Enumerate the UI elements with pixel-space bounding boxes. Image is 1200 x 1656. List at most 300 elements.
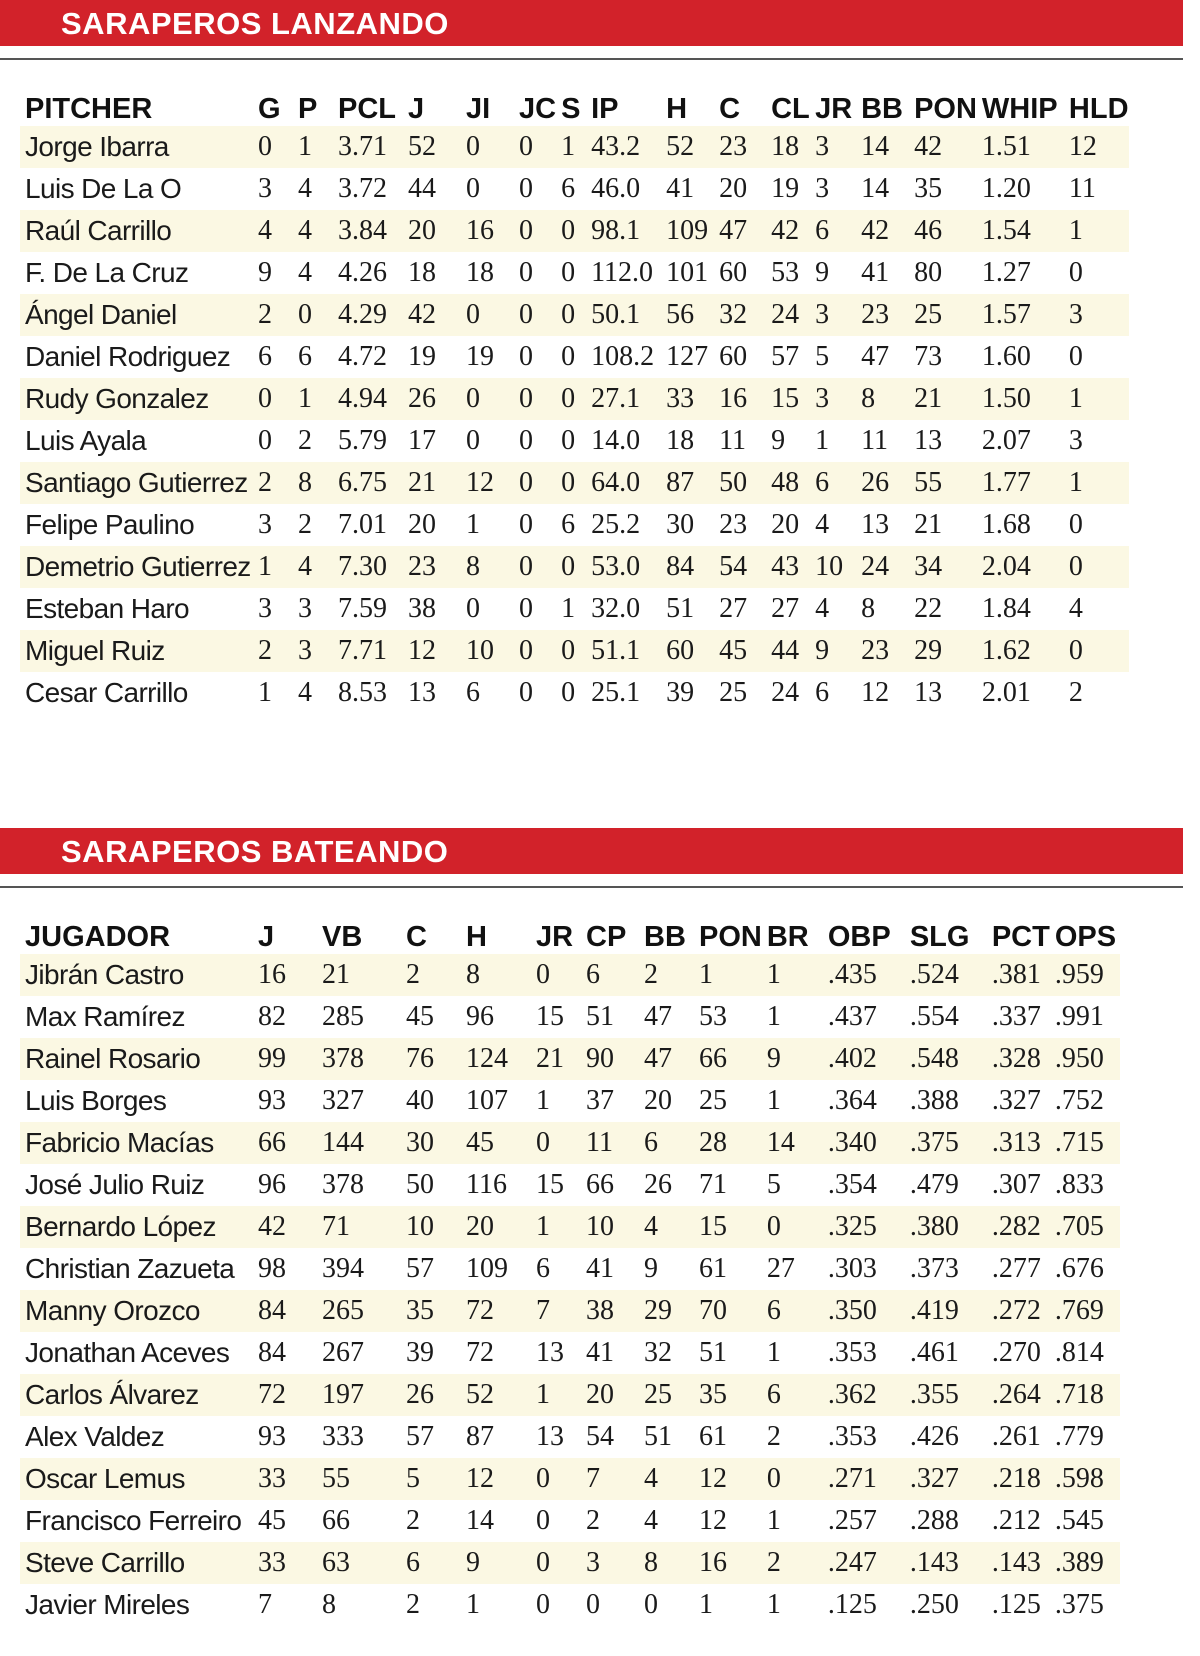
player-name-cell: Raúl Carrillo xyxy=(20,210,253,252)
stat-cell: 6 xyxy=(581,954,639,996)
table-row xyxy=(20,1206,1120,1248)
stat-cell: 144 xyxy=(317,1122,401,1164)
column-header: OBP xyxy=(827,921,891,953)
stat-cell: 0 xyxy=(514,210,556,252)
stat-cell: .277 xyxy=(991,1253,1041,1284)
stat-cell: 66 xyxy=(322,1505,350,1536)
stat-cell: 0 xyxy=(644,1589,658,1620)
stat-cell: 3 xyxy=(1064,294,1129,336)
stat-cell: 23 xyxy=(714,126,766,168)
stat-cell: 1 xyxy=(766,1085,781,1116)
stat-cell: 26 xyxy=(403,378,461,420)
stat-cell: 0 xyxy=(519,593,533,624)
stat-cell: 4 xyxy=(253,210,293,252)
stat-cell: .437 xyxy=(827,1001,877,1032)
column-header: CL xyxy=(771,93,810,125)
stat-cell: 0 xyxy=(1068,341,1083,372)
stat-cell: 35 xyxy=(401,1290,461,1332)
stat-cell: .143 xyxy=(987,1542,1050,1584)
stat-cell: 6 xyxy=(536,1253,550,1284)
stat-cell: 25 xyxy=(699,1085,727,1116)
batting-divider xyxy=(0,886,1183,888)
stat-cell: 2 xyxy=(253,294,293,336)
stat-cell: 26 xyxy=(644,1169,672,1200)
stat-cell: 99 xyxy=(253,1038,317,1080)
stat-cell: 34 xyxy=(909,546,977,588)
player-name-cell: Max Ramírez xyxy=(25,1001,185,1032)
stat-cell: 12 xyxy=(403,630,461,672)
stat-cell: .261 xyxy=(991,1421,1041,1452)
stat-cell: .364 xyxy=(827,1085,877,1116)
table-row xyxy=(20,1290,1120,1332)
stat-cell: .833 xyxy=(1054,1169,1104,1200)
column-header: WHIP xyxy=(981,93,1058,125)
batting-section xyxy=(0,828,1200,1620)
player-name-cell: Carlos Álvarez xyxy=(20,1374,253,1416)
stat-cell: 21 xyxy=(909,378,977,420)
stat-cell: 16 xyxy=(253,954,317,996)
stat-cell: 124 xyxy=(461,1038,531,1080)
pitching-table xyxy=(20,80,1129,714)
column-header: J xyxy=(258,921,275,953)
column-header: BB xyxy=(644,921,686,953)
stat-cell: 4 xyxy=(298,173,312,204)
stat-cell: 9 xyxy=(810,630,856,672)
stat-cell: 1 xyxy=(1064,378,1129,420)
stat-cell: 394 xyxy=(322,1253,364,1284)
stat-cell: 6.75 xyxy=(333,462,403,504)
player-name-cell: Jibrán Castro xyxy=(20,954,253,996)
stat-cell: 10 xyxy=(401,1206,461,1248)
stat-cell: 2 xyxy=(401,954,461,996)
stat-cell: 21 xyxy=(403,462,461,504)
column-header: JI xyxy=(466,93,491,125)
stat-cell: 23 xyxy=(719,509,748,540)
stat-cell: 30 xyxy=(401,1122,461,1164)
stat-cell: 0 xyxy=(519,341,533,372)
stat-cell: 21 xyxy=(317,954,401,996)
stat-cell: 1.68 xyxy=(981,509,1031,540)
stat-cell: 54 xyxy=(586,1421,614,1452)
stat-cell: 25 xyxy=(909,294,977,336)
pitching-banner xyxy=(0,0,1183,46)
table-row xyxy=(20,1248,1120,1290)
stat-cell: 0 xyxy=(519,677,533,708)
stat-cell: .247 xyxy=(823,1542,905,1584)
stat-cell: 1 xyxy=(258,677,272,708)
stat-cell: 8 xyxy=(861,593,876,624)
column-header: CP xyxy=(586,921,627,953)
stat-cell: .388 xyxy=(909,1085,959,1116)
stat-cell: .257 xyxy=(827,1505,877,1536)
stat-cell: 18 xyxy=(466,257,494,288)
stat-cell: 108.2 xyxy=(591,341,655,372)
stat-cell: 21 xyxy=(914,509,943,540)
stat-cell: 53 xyxy=(771,257,800,288)
player-name-cell: Luis Borges xyxy=(25,1085,167,1116)
column-header: BB xyxy=(861,93,903,125)
stat-cell: 0 xyxy=(466,593,480,624)
stat-cell: 0 xyxy=(536,1505,550,1536)
stat-cell: 0 xyxy=(1068,257,1083,288)
stat-cell: .327 xyxy=(905,1458,987,1500)
column-header: JUGADOR xyxy=(25,921,171,953)
stat-cell: 197 xyxy=(317,1374,401,1416)
stat-cell: .991 xyxy=(1054,1001,1104,1032)
stat-cell: 8 xyxy=(461,546,514,588)
column-header: OPS xyxy=(1054,921,1117,953)
player-name-cell: Christian Zazueta xyxy=(25,1253,235,1284)
stat-cell: 10 xyxy=(810,546,856,588)
stat-cell: 54 xyxy=(714,546,766,588)
stat-cell: 15 xyxy=(694,1206,762,1248)
stat-cell: 1.51 xyxy=(977,126,1064,168)
stat-cell: 1 xyxy=(766,1589,781,1620)
stat-cell: .337 xyxy=(991,1001,1041,1032)
stat-cell: 1.77 xyxy=(977,462,1064,504)
stat-cell: 60 xyxy=(719,257,748,288)
batting-title: SARAPEROS BATEANDO xyxy=(61,834,449,869)
player-name-cell: Miguel Ruiz xyxy=(20,630,253,672)
stat-cell: 0 xyxy=(466,425,480,456)
stat-cell: 18 xyxy=(766,126,810,168)
column-header: PON xyxy=(699,921,762,953)
stat-cell: 45 xyxy=(714,630,766,672)
table-row xyxy=(20,210,1129,252)
stat-cell: 6 xyxy=(815,677,830,708)
stat-cell: .353 xyxy=(827,1337,877,1368)
stat-cell: .375 xyxy=(1054,1589,1104,1620)
stat-cell: .270 xyxy=(991,1337,1041,1368)
stat-cell: .814 xyxy=(1054,1337,1104,1368)
table-row xyxy=(20,1038,1120,1080)
stat-cell: 1.54 xyxy=(977,210,1064,252)
stat-cell: 35 xyxy=(914,173,943,204)
stat-cell: 6 xyxy=(258,341,272,372)
stat-cell: 1 xyxy=(1064,462,1129,504)
stat-cell: .350 xyxy=(823,1290,905,1332)
column-header: C xyxy=(719,93,741,125)
stat-cell: 51 xyxy=(586,1001,614,1032)
stat-cell: 53 xyxy=(699,1001,727,1032)
stat-cell: 13 xyxy=(536,1337,564,1368)
stat-cell: 21 xyxy=(531,1038,581,1080)
stat-cell: 0 xyxy=(461,126,514,168)
stat-cell: .340 xyxy=(823,1122,905,1164)
stat-cell: 33 xyxy=(253,1458,317,1500)
stat-cell: 0 xyxy=(253,378,293,420)
stat-cell: 27 xyxy=(766,1253,795,1284)
stat-cell: 3 xyxy=(1068,425,1083,456)
stat-cell: 12 xyxy=(461,1458,531,1500)
stat-cell: 0 xyxy=(293,294,333,336)
stat-cell: 72 xyxy=(253,1374,317,1416)
stat-cell: 20 xyxy=(408,509,436,540)
stat-cell: 61 xyxy=(699,1253,727,1284)
stat-cell: 71 xyxy=(699,1169,727,1200)
player-name-cell: Felipe Paulino xyxy=(25,509,195,540)
stat-cell: 14 xyxy=(861,173,890,204)
stat-cell: .328 xyxy=(987,1038,1050,1080)
stat-cell: 0 xyxy=(536,1589,550,1620)
stat-cell: 6 xyxy=(810,210,856,252)
stat-cell: 0 xyxy=(556,630,586,672)
stat-cell: 7 xyxy=(581,1458,639,1500)
stat-cell: 11 xyxy=(1068,173,1096,204)
table-row xyxy=(20,1500,1120,1542)
stat-cell: .769 xyxy=(1050,1290,1120,1332)
stat-cell: 1 xyxy=(253,546,293,588)
stat-cell: 53.0 xyxy=(586,546,661,588)
stat-cell: 41 xyxy=(586,1337,614,1368)
player-name-cell: Fabricio Macías xyxy=(20,1122,253,1164)
column-header: PITCHER xyxy=(25,93,153,125)
stat-cell: 1 xyxy=(766,1505,781,1536)
stat-cell: 33 xyxy=(661,378,714,420)
column-header: G xyxy=(258,93,281,125)
stat-cell: 55 xyxy=(317,1458,401,1500)
stat-cell: .354 xyxy=(827,1169,877,1200)
stat-cell: 60 xyxy=(661,630,714,672)
stat-cell: 50 xyxy=(714,462,766,504)
stat-cell: 2 xyxy=(586,1505,600,1536)
column-header: HLD xyxy=(1068,93,1129,125)
stat-cell: .313 xyxy=(987,1122,1050,1164)
player-name-cell: Santiago Gutierrez xyxy=(20,462,253,504)
stat-cell: 2 xyxy=(253,462,293,504)
stat-cell: 0 xyxy=(514,462,556,504)
stat-cell: 0 xyxy=(556,546,586,588)
stat-cell: 82 xyxy=(258,1001,286,1032)
stat-cell: 20 xyxy=(719,173,748,204)
player-name-cell: Daniel Rodriguez xyxy=(25,341,231,372)
stat-cell: 24 xyxy=(771,677,800,708)
stat-cell: .676 xyxy=(1054,1253,1104,1284)
stat-cell: 12 xyxy=(694,1458,762,1500)
column-header: IP xyxy=(591,93,619,125)
stat-cell: 14 xyxy=(466,1505,494,1536)
stat-cell: 9 xyxy=(771,425,786,456)
stat-cell: 47 xyxy=(714,210,766,252)
player-name-cell: Oscar Lemus xyxy=(20,1458,253,1500)
stat-cell: 63 xyxy=(317,1542,401,1584)
stat-cell: 6 xyxy=(762,1290,823,1332)
stat-cell: 2 xyxy=(1068,677,1083,708)
stat-cell: 4 xyxy=(298,677,312,708)
stat-cell: 13 xyxy=(914,425,943,456)
stat-cell: 0 xyxy=(586,1589,600,1620)
stat-cell: 109 xyxy=(661,210,714,252)
stat-cell: 1 xyxy=(531,1206,581,1248)
stat-cell: 3 xyxy=(258,173,272,204)
stat-cell: 2.01 xyxy=(981,677,1031,708)
table-row xyxy=(20,420,1129,462)
player-name-cell: Steve Carrillo xyxy=(20,1542,253,1584)
stat-cell: 4 xyxy=(639,1458,694,1500)
stat-cell: 96 xyxy=(258,1169,286,1200)
stat-cell: .250 xyxy=(909,1589,959,1620)
stat-cell: 56 xyxy=(661,294,714,336)
stat-cell: 2 xyxy=(639,954,694,996)
table-row xyxy=(20,1122,1120,1164)
stat-cell: 18 xyxy=(666,425,695,456)
stat-cell: 9 xyxy=(258,257,272,288)
stat-cell: 5 xyxy=(766,1169,781,1200)
stat-cell: 116 xyxy=(466,1169,507,1200)
stat-cell: .355 xyxy=(905,1374,987,1416)
stat-cell: 0 xyxy=(561,425,576,456)
stat-cell: 47 xyxy=(861,341,890,372)
stat-cell: .380 xyxy=(905,1206,987,1248)
player-name-cell: Esteban Haro xyxy=(25,593,190,624)
stat-cell: 4 xyxy=(815,593,830,624)
stat-cell: 2.04 xyxy=(977,546,1064,588)
stat-cell: 12 xyxy=(1064,126,1129,168)
stat-cell: .381 xyxy=(987,954,1050,996)
stat-cell: 30 xyxy=(666,509,695,540)
stat-cell: 0 xyxy=(531,1122,581,1164)
stat-cell: .461 xyxy=(909,1337,959,1368)
stat-cell: 46.0 xyxy=(591,173,641,204)
stat-cell: 66 xyxy=(694,1038,762,1080)
stat-cell: 109 xyxy=(466,1253,508,1284)
stat-cell: 38 xyxy=(408,593,436,624)
player-name-cell: José Julio Ruiz xyxy=(25,1169,205,1200)
stat-cell: 1.27 xyxy=(981,257,1031,288)
stat-cell: 7.71 xyxy=(333,630,403,672)
player-name-cell: Alex Valdez xyxy=(25,1421,165,1452)
stat-cell: .218 xyxy=(987,1458,1050,1500)
stat-cell: 13 xyxy=(861,509,890,540)
stat-cell: .325 xyxy=(823,1206,905,1248)
stat-cell: 265 xyxy=(317,1290,401,1332)
stat-cell: 14 xyxy=(762,1122,823,1164)
table-row xyxy=(20,1542,1120,1584)
table-row xyxy=(20,462,1129,504)
stat-cell: 9 xyxy=(815,257,830,288)
table-row xyxy=(20,1584,1120,1626)
stat-cell: 1.84 xyxy=(981,593,1031,624)
stat-cell: 0 xyxy=(519,257,533,288)
player-name-cell: Rudy Gonzalez xyxy=(20,378,253,420)
player-name-cell: Luis De La O xyxy=(25,173,182,204)
stat-cell: 32.0 xyxy=(591,593,641,624)
stat-cell: 3.72 xyxy=(338,173,387,204)
stat-cell: 93 xyxy=(258,1421,286,1452)
stat-cell: 8 xyxy=(856,378,909,420)
stat-cell: 23 xyxy=(856,294,909,336)
stat-cell: 0 xyxy=(519,509,533,540)
stat-cell: 8 xyxy=(293,462,333,504)
stat-cell: 93 xyxy=(258,1085,286,1116)
stat-cell: 39 xyxy=(406,1337,434,1368)
player-name-cell: Bernardo López xyxy=(20,1206,253,1248)
table-row xyxy=(20,630,1129,672)
stat-cell: 6 xyxy=(561,173,576,204)
player-name-cell: Cesar Carrillo xyxy=(25,677,188,708)
stat-cell: 1 xyxy=(531,1374,581,1416)
column-header: BR xyxy=(766,921,809,953)
stat-cell: 45 xyxy=(406,1001,434,1032)
stat-cell: 6 xyxy=(639,1122,694,1164)
stat-cell: 52 xyxy=(403,126,461,168)
stat-cell: 40 xyxy=(406,1085,434,1116)
stat-cell: 41 xyxy=(586,1253,614,1284)
stat-cell: 0 xyxy=(519,425,533,456)
stat-cell: 38 xyxy=(581,1290,639,1332)
column-header: JC xyxy=(519,93,557,125)
stat-cell: 3 xyxy=(815,173,830,204)
stat-cell: 15 xyxy=(536,1001,564,1032)
table-row xyxy=(20,336,1129,378)
stat-cell: 20 xyxy=(461,1206,531,1248)
stat-cell: .389 xyxy=(1050,1542,1120,1584)
stat-cell: 25.1 xyxy=(591,677,641,708)
stat-cell: 7.59 xyxy=(338,593,387,624)
stat-cell: 6 xyxy=(401,1542,461,1584)
stat-cell: 1 xyxy=(293,378,333,420)
stat-cell: 0 xyxy=(253,126,293,168)
stat-cell: 5 xyxy=(815,341,830,372)
stat-cell: 66 xyxy=(586,1169,614,1200)
stat-cell: 4 xyxy=(639,1206,694,1248)
stat-cell: 1 xyxy=(815,425,830,456)
stat-cell: 0 xyxy=(762,1206,823,1248)
stat-cell: .271 xyxy=(823,1458,905,1500)
stat-cell: 17 xyxy=(408,425,436,456)
stat-cell: 0 xyxy=(556,462,586,504)
stat-cell: 1 xyxy=(561,593,576,624)
stat-cell: 1.62 xyxy=(977,630,1064,672)
stat-cell: 0 xyxy=(461,294,514,336)
stat-cell: 2 xyxy=(406,1589,420,1620)
stat-cell: 5.79 xyxy=(338,425,387,456)
table-row xyxy=(20,954,1120,996)
stat-cell: 25 xyxy=(639,1374,694,1416)
stat-cell: 84 xyxy=(253,1290,317,1332)
stat-cell: 11 xyxy=(581,1122,639,1164)
stat-cell: 0 xyxy=(514,546,556,588)
stat-cell: 2 xyxy=(298,425,312,456)
stat-cell: 16 xyxy=(714,378,766,420)
stat-cell: 12 xyxy=(461,462,514,504)
player-name-cell: Javier Mireles xyxy=(25,1589,190,1620)
stat-cell: 4 xyxy=(1068,593,1083,624)
stat-cell: 32 xyxy=(644,1337,672,1368)
stat-cell: 3 xyxy=(293,630,333,672)
stat-cell: 0 xyxy=(1064,630,1129,672)
stat-cell: 50 xyxy=(406,1169,434,1200)
stat-cell: 72 xyxy=(466,1337,494,1368)
batting-table xyxy=(20,908,1120,1626)
player-name-cell: F. De La Cruz xyxy=(25,257,189,288)
stat-cell: 0 xyxy=(561,257,576,288)
stat-cell: 96 xyxy=(466,1001,494,1032)
stat-cell: 42 xyxy=(253,1206,317,1248)
stat-cell: 267 xyxy=(322,1337,364,1368)
stat-cell: 0 xyxy=(466,173,480,204)
stat-cell: 1.60 xyxy=(981,341,1031,372)
stat-cell: 0 xyxy=(1064,546,1129,588)
stat-cell: 378 xyxy=(317,1038,401,1080)
stat-cell: 44 xyxy=(766,630,810,672)
stat-cell: 64.0 xyxy=(586,462,661,504)
stat-cell: 47 xyxy=(644,1001,672,1032)
stat-cell: 2 xyxy=(766,1421,781,1452)
stat-cell: 1 xyxy=(1064,210,1129,252)
stat-cell: 12 xyxy=(699,1505,727,1536)
stat-cell: 3 xyxy=(298,593,312,624)
